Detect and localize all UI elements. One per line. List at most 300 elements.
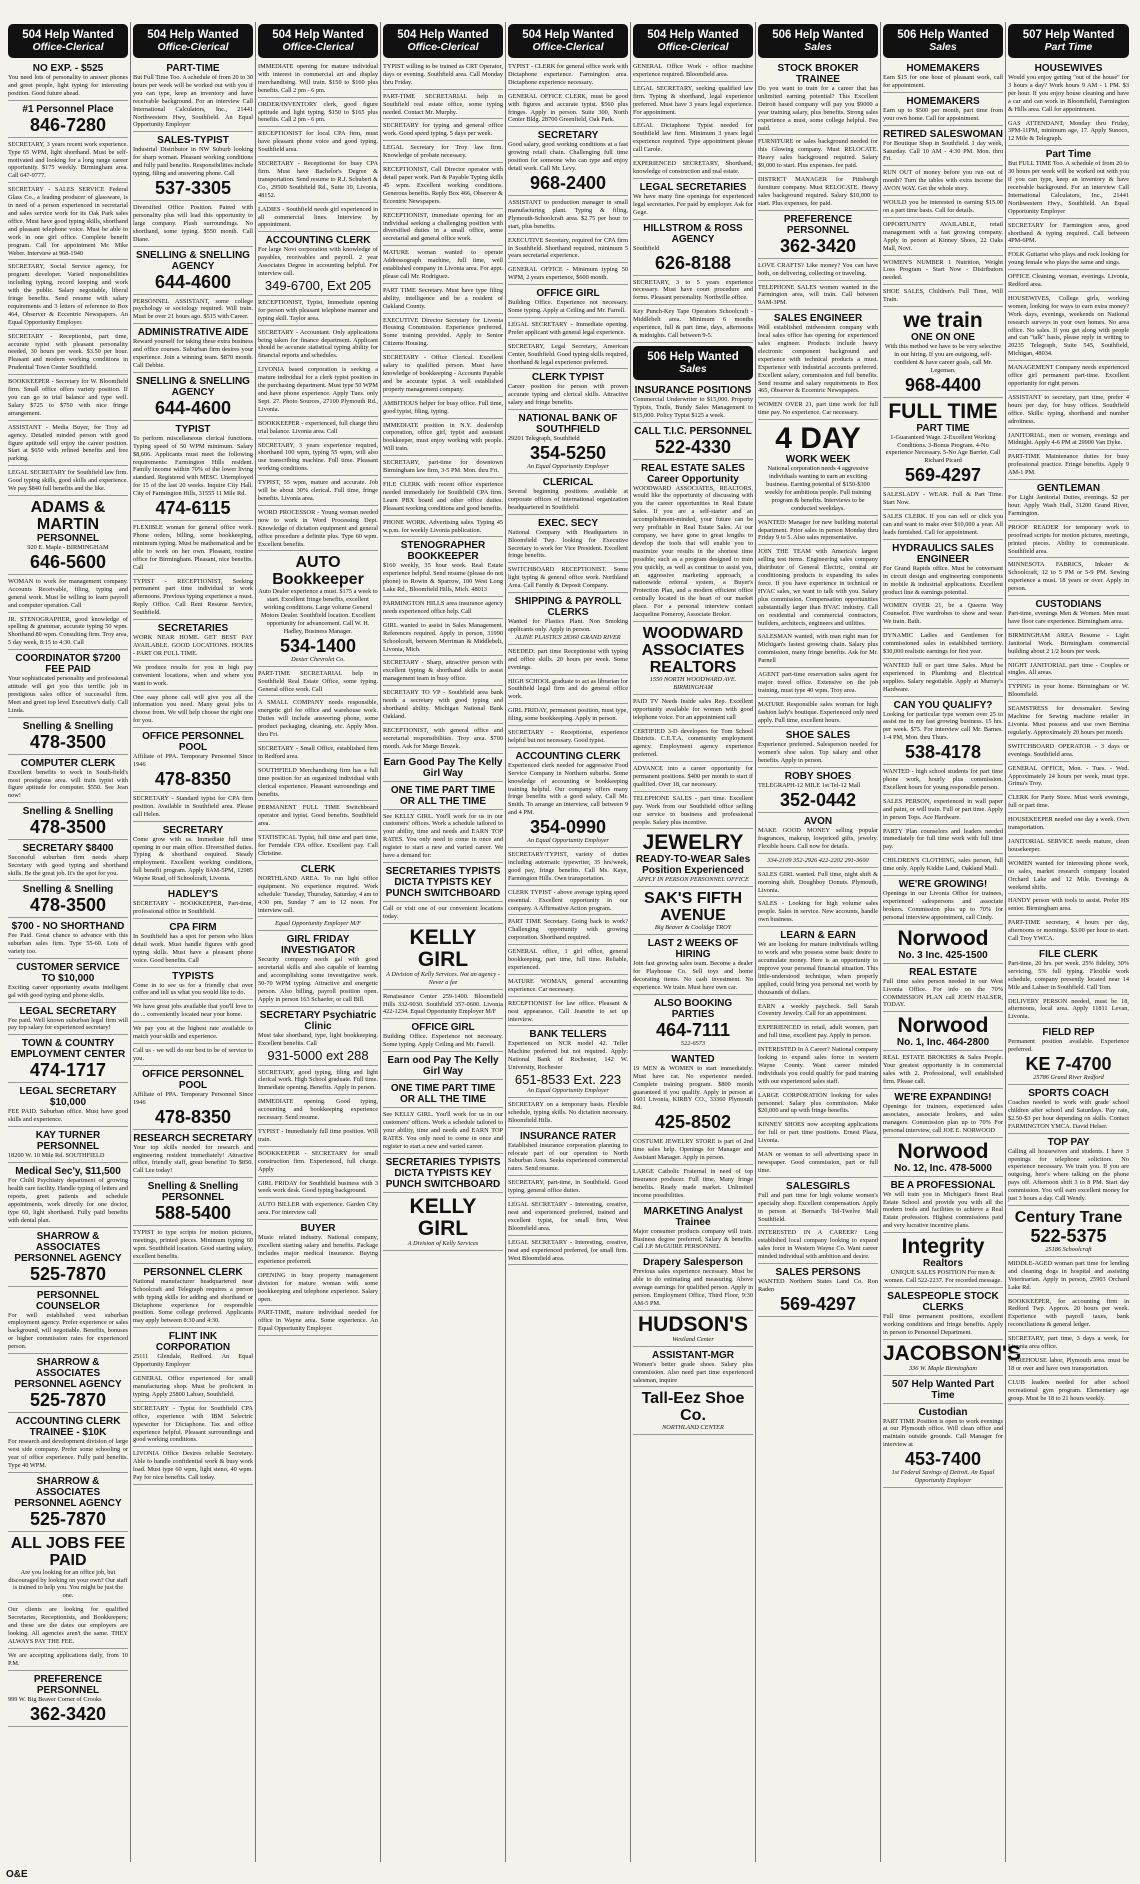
ad-heading: Earn ood Pay The Kelly Girl Way: [387, 1055, 499, 1078]
ad-body-text: SALESLADY - WEAR. Full & Part Time. Start Now.: [883, 491, 1003, 507]
classified-ad: [883, 96, 1003, 126]
ad-phone-number: 354-5250: [529, 443, 607, 464]
ad-body-text: WOODWARD ASSOCIATES, REALTORS, would like the opportunity of discussing with you the career opportunities in Real Estate Sales. If you are a self-starter and an accomplishment-minded, your future can be very profitable in Real Estate Sales. At our company, we have gone to great lengths to develop the tools that will enable you to maximize your results in the shortest time possible; such as a program designed to train you quickly, as well as continue to assist you, an aggressive marketing approach, a nationwide referral system, a Buyer's Protection Plan, and a modern efficient office centrally located in the heart of our market place. For a personal interview contact Jacqueline Pomeroy, Associate Broker.: [633, 484, 753, 619]
classified-ad: [883, 879, 1003, 925]
classified-ad: [508, 948, 628, 975]
ad-body-text: Diversified Office Position. Paired with personality plus will lead this opportunity to large company. Plush surroundings. No shorthand, some typing. $550 month. Call Diane.: [133, 203, 253, 243]
ad-display-heading: JEWELRY: [642, 831, 744, 855]
classified-ad: [1008, 295, 1129, 361]
classified-ad: [8, 333, 128, 376]
classified-ad: [883, 928, 1003, 964]
classified-ad: [758, 1121, 878, 1148]
ad-body-text: WANTED full or part time Sales. Must be experienced in Plumbing and Electrical supplies. Salary negotiable. Apply at Murray's Hardware.: [883, 661, 1003, 693]
classified-ad: [133, 578, 253, 621]
classified-column: [131, 22, 256, 1862]
ad-phone-number: 478-8350: [154, 768, 232, 789]
ad-heading: SECRETARY: [162, 824, 224, 836]
classified-ad: [508, 851, 628, 886]
classified-ad: [1008, 561, 1129, 596]
classified-ad: [258, 299, 378, 326]
classified-ad: [758, 871, 878, 898]
classified-column: [881, 22, 1022, 1862]
classified-ad: [8, 1086, 128, 1127]
ad-heading: SECRETARIES: [157, 623, 229, 635]
ad-body-text: LEGAL SECRETARY - Interesting, creative, neat and experienced preferred, for small firm. West Bloomfield area.: [508, 1238, 628, 1262]
classified-ad: [758, 633, 878, 668]
ad-body-text: Full time permanent positions, excellent working conditions and fringe benefits. Apply in person to Personnel Department.: [883, 1312, 1003, 1336]
ad-body-text: INTERESTED In A Career? National company looking to expand sales force in western Wayne County. Want career minded individuals you could qualify for paid training with our experienced sales staff.: [758, 1046, 878, 1085]
classified-ad: [758, 423, 878, 515]
classified-ad: [258, 554, 378, 666]
ad-body-text: FURNITURE or sales background needed for this Glowing company. Must RELOCATE. Heavy sales background required. Salary $9,000 to start. Plus expenses. fee paid.: [758, 138, 878, 170]
classified-ad: [133, 135, 253, 201]
classified-column: [1006, 22, 1131, 1862]
ad-body-text: SECRETARY, good typing, filing and light clerical work. High School graduate. Full time. Immediate opening. Benefits. Apply in person.: [258, 1068, 378, 1092]
classified-ad: [8, 962, 128, 1003]
classified-ad: [383, 481, 503, 516]
classified-ad: [633, 998, 753, 1051]
ad-body-text: PART-TIME secretary, 4 hours per day, afternoons or mornings. $3.00 per hour to start. Call Troy YWCA.: [1008, 919, 1129, 943]
classified-ad: [883, 1092, 1003, 1138]
classified-ad: [633, 625, 753, 695]
ad-body-text: HOUSEKEEPER needed one day a week. Own transportation.: [1008, 816, 1129, 832]
ad-heading: OFFICE PERSONNEL POOL: [142, 731, 244, 754]
ad-body-text: Are you looking for an office job, but discouraged by looking on your own? Our staff is trained to help you. You might be just the one.: [8, 1568, 128, 1600]
ad-body-text: SECRETARY, Social Service agency, for program developer. Varied responsibilities including typing, record keeping and work with the public. Salary negotiable, liberal fringe benefits. Send resume with salary requirements and 3 letters of reference to Box 464, Observer & Eccentric Newspapers. An Equal Opportunity Employer.: [8, 263, 128, 326]
ad-body-text: CHILDREN'S CLOTHING, sales person, full time only. Apply Kiddie Land, Oakland Mall.: [883, 857, 1003, 873]
classified-ad: [258, 1223, 378, 1269]
ad-body-text: For Grand Rapids office. Must be conversant in circuit design and engineering components in mobile & industrial applications. Excellent product line & earnings potential.: [883, 564, 1003, 596]
ad-footnote: An Equal Opportunity Employer: [526, 1087, 610, 1095]
classified-ad: [758, 1092, 878, 1119]
classified-ad: [883, 602, 1003, 629]
ad-body-text: WANTED: Manager for new building material department. Prior sales in person Monday thru Friday 9 to 5. Also sales representative.: [758, 518, 878, 542]
classified-ad: [758, 671, 878, 698]
classified-ad: [258, 206, 378, 233]
ad-body-text: LEGAL Dictaphone Typist needed for Southfield law firm. Minimum 3 years legal experience required. Type appointment please call Carole.: [633, 122, 753, 154]
ad-heading: SPORTS COACH: [1028, 1088, 1109, 1099]
classified-ad: [633, 463, 753, 622]
ad-body-text: SECRETARY - Sharp, attractive person with excellent typing & shorthand skills to assist management team in busy office.: [383, 659, 503, 683]
ad-body-text: GENERAL OFFICE - Minimum typing 50 WPM, 2 years experience, $600 month.: [508, 266, 628, 282]
classified-ad: [758, 1046, 878, 1089]
ad-body-text: RECEPTIONIST, with general office and secretarial responsibilities. Troy area. $700 month. Ask for Marge Brozek.: [383, 726, 503, 750]
ad-heading: SHARROW & ASSOCIATES PERSONNEL AGENCY: [14, 1357, 122, 1391]
classified-ad: [258, 366, 378, 416]
ad-body-text: We will train you in Michigan's finest Real Estate School and provide you with all the modern tools and facilities to achieve a Real Estate profession. Highest commissions paid and very lucrative incentive plans.: [883, 1190, 1003, 1230]
classified-ad: [1008, 1357, 1129, 1376]
section-header-title: 504 Help Wanted: [397, 29, 489, 41]
section-header: [1008, 24, 1129, 58]
classified-ad: [883, 543, 1003, 600]
classified-ad: [133, 694, 253, 729]
ad-footnote: Equal Opportunity Employer M/F: [275, 920, 361, 928]
classified-ad: [758, 284, 878, 311]
ad-display-heading: KELLY GIRL: [409, 1194, 477, 1240]
ad-body-text: RECEPTIONIST, Call Director operator with detail paper work. Part & Payable Typing skills 45 wpm. Excellent working conditions. Generous benefits. Reply Box 466, Observer & Eccentric Newspapers.: [383, 166, 503, 205]
ad-heading: ROBY SHOES: [784, 771, 852, 783]
ad-heading: SALES-TYPIST: [157, 135, 229, 147]
classified-ad: [133, 1405, 253, 1448]
ad-body-text: ASSISTANT to production manager in small manufacturing plant. Typing & filing, Plymouth-Schoolcraft area. $2.75 per hour to start, plus benefits.: [508, 198, 628, 230]
ad-heading: LEGAL SECRETARIES: [639, 181, 747, 193]
ad-heading: COMPUTER CLERK: [20, 757, 116, 769]
ad-body-text: RUN OUT of money before you run out of month? Turn the tables with extra income the AVON WAY. Get the whole story.: [883, 169, 1003, 193]
classified-ad: [383, 354, 503, 397]
classified-ad: [758, 816, 878, 854]
classified-ad: [758, 138, 878, 173]
ad-body-text: AMBITIOUS helper for busy office. Full time, good typist, filing, typing.: [383, 399, 503, 415]
classified-ad: [383, 166, 503, 209]
ad-body-text: DELIVERY PERSON needed, must be 18, afternoons, local area. Apply 11811 Levan, Livonia.: [1008, 997, 1129, 1021]
ad-body-text: We are looking for mature individuals willing to work and who possess some basic desire to accumulate money. Here is an opportunity to improve your personal financial situation. This little-understood technique, when properly applied, could bring you personal net worth by thousands of dollars.: [758, 941, 878, 996]
classified-ad: [1008, 794, 1129, 813]
ad-body-text: RECEPTIONIST for local CPA firm, must have pleasant phone voice and good typing. Southfield area.: [258, 130, 378, 154]
ad-heading: INSURANCE RATER: [520, 1130, 616, 1142]
classified-ad: [258, 420, 378, 439]
section-header: [633, 346, 753, 380]
classified-ad: [508, 413, 628, 474]
classified-ad: [133, 731, 253, 792]
ad-body-text: ASSISTANT - Media Buyer, for Troy ad agency. Detailed minded person with good figure aptitude will enjoy the career position. Start at $650 with refined benefits and free parking.: [8, 423, 128, 463]
classified-ad: [883, 513, 1003, 540]
classified-ad: [508, 63, 628, 90]
ad-phone-number: 354-0990: [529, 817, 607, 838]
classified-ad: [383, 144, 503, 163]
classified-ad: [133, 922, 253, 968]
classified-ad: [258, 699, 378, 742]
ad-body-text: With this method we have to be very selective in our hiring. If you are outgoing, self-confident & have career goals, call Mr. Legeman.: [884, 343, 1002, 374]
ad-phone-number: 646-5600: [29, 551, 107, 572]
ad-body-text: SECRETARY - Standard typist for CPA firm position. Available in Southfield area. Please call Helen.: [133, 794, 253, 818]
ad-heading: FIELD REP: [1042, 1027, 1095, 1039]
ad-body-text: Women's better grade shoes. Salary plus commission. Also need part time experienced salesman, inquire: [633, 1360, 753, 1384]
ad-body-text: Come in to see us for a friendly chat over coffee and tell us what you would like to do.: [133, 981, 253, 997]
classified-ad: [883, 700, 1003, 766]
classified-ad: [1008, 743, 1129, 762]
ad-display-heading: Tall-Eez Shoe Co.: [641, 1390, 745, 1425]
ad-phone-number: 651-8533 Ext. 223: [514, 1072, 622, 1088]
ad-body-text: ADVANCE into a career opportunity for permanent positions. $400 per month to start if qualified. Over 18, car necessary.: [633, 765, 753, 788]
classified-ad: [8, 63, 128, 101]
ad-heading: NATIONAL BANK OF SOUTHFIELD: [518, 413, 618, 436]
ad-body-text: KINNEY SHOES now accepting applications for full or part time positions. Ernest Plaza, Livonia.: [758, 1121, 878, 1145]
ad-body-text: CLERK for Party Store. Must work evenings, full or part time.: [1008, 794, 1129, 810]
classified-ad: [133, 524, 253, 574]
classified-column: [256, 22, 381, 1862]
ad-body-text: SECRETARY, 3 years recent work experience. Type 65 WPM, light shorthand. Must be self-motivated and looking for a long range career opportunity. $175 weekly. Birmingham area. Call 647-9777.: [8, 140, 128, 180]
ad-phone-number: 522-4330: [654, 436, 732, 457]
classified-ad: [8, 653, 128, 718]
ad-body-text: NEEDED: part time Receptionist with typing and office skills. 20 hours per week. Some evenings.: [508, 647, 628, 671]
classified-column: [756, 22, 881, 1862]
section-header-title: 504 Help Wanted: [647, 29, 739, 41]
ad-body-text: 29201 Telegraph, Southfield: [508, 435, 580, 443]
ad-heading: REAL ESTATE SALES Career Opportunity: [641, 462, 745, 485]
classified-ad: [258, 1150, 378, 1177]
ad-body-text: WOMAN to work for management company. Accounts Receivable, filing, typing and general work. Must be willing to learn payroll and computer operation. Call: [8, 577, 128, 609]
ad-body-text: PART-TIME, mature individual needed for office in Wayne area. Some experience. An Equal Opportunity Employer.: [258, 1309, 378, 1333]
ad-heading: PERSONNEL: [36, 532, 100, 544]
classified-ad: [508, 93, 628, 128]
classified-ad: [1008, 63, 1129, 117]
classified-ad: [633, 1350, 753, 1388]
classified-ad: [1008, 432, 1129, 451]
classified-ad: [133, 1133, 253, 1179]
classified-ad: [258, 767, 378, 802]
ad-body-text: SECRETARY, part-time for downtown Birmingham law firm, 3-5 PM. Mon. thru Fri.: [383, 459, 503, 475]
ad-heading: Snelling & Snelling PERSONNEL: [147, 1181, 239, 1204]
section-header: [883, 24, 1003, 58]
ad-heading: ADMINISTRATIVE AIDE: [137, 327, 249, 339]
ad-body-text: MATURE woman wanted to operate Addressograph machine, full time, well established company in Livonia area. For appt. please call Mr. Rodriguez.: [383, 249, 503, 280]
ad-body-text: EARN a weekly paycheck. Sell Sarah Coventry Jewelry. Call for an appointment.: [758, 1002, 878, 1018]
ad-body-text: We produce results for you in high pay convenient locations, when and where you want to work.: [133, 663, 253, 687]
classified-ad: [508, 978, 628, 997]
ad-body-text: WOULD you be interested in earning $15.00 on a part time basis. Call for details.: [883, 199, 1003, 214]
ad-body-text: SOUTHFIELD Merchandising firm has a full time position for an organized individual with clerical experience. Pleasant surroundings and benefits.: [258, 766, 378, 798]
classified-ad: [8, 1674, 128, 1727]
classified-ad: [1008, 632, 1129, 659]
ad-body-text: We are accepting applications daily, from 10 P.M.: [8, 1651, 128, 1667]
ad-body-text: GIRL FRIDAY, permanent position, must type, filing, some bookkeeping. Apply in person.: [508, 707, 628, 723]
ad-body-text: STATISTICAL Typist, full time and part time, for Ferndale CPA office. Excellent pay. Call Christine.: [258, 834, 378, 857]
ad-body-text: WORK NEAR HOME. GET BEST PAY AVAILABLE. GOOD LOCATIONS. HOURS - PART OR FULL TIME.: [133, 634, 253, 657]
ad-heading: Custodian: [918, 1406, 968, 1418]
ad-heading: INSURANCE POSITIONS: [634, 384, 752, 396]
ad-heading: READY-TO-WEAR Sales Position Experienced: [635, 854, 751, 877]
classified-ad: [8, 263, 128, 329]
ad-body-text: MATURE WOMAN, general accounting experience. Car necessary.: [508, 977, 628, 993]
classified-ad: [508, 889, 628, 916]
ad-heading: PART TIME: [916, 422, 970, 434]
ad-body-text: SECRETARY - Receptionist, part time, accurate typist with pleasant personality needed, 30 hours per week. $3.50 per hour. Pleasant and modern working conditions in Prudential Town Center Southfield.: [8, 332, 128, 372]
ad-body-text: SECRETARY - SALES SERVICE Federal Glass Co., a leading producer of glassware, is in need of a person experienced in secretarial and sales service work for its Oak Park sales office. Must have good typing skills, shorthand and pleasant telephone voice. Must be able to work in one girl office. Complete benefit program. Call for appointment Mr. Mike Weber. Interview at 968-1940: [8, 186, 128, 257]
ad-body-text: PART TIME Position is open to work evenings at our Plymouth office. Will clean office and maintain outside grounds. Call Manager for interview at: [883, 1417, 1003, 1449]
ad-heading: #1 Personnel Place: [22, 103, 114, 115]
classified-ad: [258, 1201, 378, 1220]
classified-column: [6, 22, 131, 1862]
section-header-subtitle: Part Time: [1044, 41, 1093, 53]
ad-heading: SECRETARIES TYPISTS DICTA TYPISTS KEY PUNCH SWITCHBOARD: [385, 1156, 501, 1190]
classified-ad: [1008, 251, 1129, 270]
classified-ad: [883, 491, 1003, 510]
classified-ad: [383, 1083, 503, 1108]
classified-ad: [758, 857, 878, 868]
ad-body-text: LARGE Catholic Fraternal in need of top insurance producer. Full time. Many fringe benefits. Ready made market. Unlimited income possibilities.: [633, 1167, 753, 1199]
classified-ad: [383, 93, 503, 120]
ad-body-text: TYPIST - RECEPTIONIST, Seeking permanent part time individual to work afternoons. Previous typing experience a must. Reply Office. Call Rent Resume Service, Southfield.: [133, 577, 253, 617]
classified-ad: [883, 199, 1003, 218]
classified-ad: [508, 1239, 628, 1266]
ad-body-text: IMMEDIATE position in N.Y. dealership corporation, office girl, typist and assistant bookkeeper, must enjoy working with people. Will train.: [383, 421, 503, 453]
ad-body-text: WANTED Northern States Land Co. Ron Raden: [758, 1278, 878, 1293]
classified-ad: [883, 798, 1003, 825]
classified-ad: [133, 1003, 253, 1022]
classified-ad: [133, 664, 253, 691]
classified-ad: [8, 616, 128, 651]
classified-ad: [133, 1069, 253, 1130]
ad-body-text: Reward yourself for taking these extra business and office courses. Suburban firm desires your experience. Join a winning team. $870 month. Call Debbie.: [133, 338, 253, 369]
ad-phone-number: 464-7111: [655, 1019, 731, 1040]
classified-ad: [258, 160, 378, 203]
classified-ad: [633, 1257, 753, 1311]
ad-body-text: PERSONNEL ASSISTANT, some college psychology or sociology required. Will train. Must be over 21 hours ago. $515 with Career.: [133, 297, 253, 321]
classified-ad: [633, 385, 753, 423]
ad-body-text: For research and development division of large west side company. Prefer some schooling or year of office experience. Fully paid benefits. Type 40 WPM.: [8, 1438, 128, 1469]
classified-ad: [633, 728, 753, 763]
ad-heading: No. 3 Inc. 425-1500: [898, 949, 988, 961]
ad-body-text: MINNESOTA FABRICS, Inkster & Schoolcraft, 12 to 5 PM or 5-9 PM. Sewing experience a must. 18 years or over. Apply in person.: [1008, 561, 1129, 593]
classified-ad: [883, 828, 1003, 855]
section-header-title: 506 Help Wanted: [772, 29, 864, 41]
ad-body-text: A SMALL COMPANY needs responsible, energetic girl for office and warehouse work. Duties will include answering phone, some product packaging, cleaning, etc. Apply Mon. thru Fri.: [258, 699, 378, 739]
ad-heading: WE'RE GROWING!: [898, 879, 988, 891]
ad-heading: BANK TELLERS: [529, 1029, 607, 1041]
classified-ad: [133, 1450, 253, 1485]
classified-ad: [758, 63, 878, 135]
ad-body-text: PART TIME Secretary. Must have type filing ability, intelligence and be a resident of Oakland County.: [383, 286, 503, 310]
classified-ad: [258, 63, 378, 98]
classified-ad: [1008, 662, 1129, 681]
classified-ad: [508, 372, 628, 410]
ad-body-text: But Full Time Too. A schedule of from 20 to 30 hours per week will be worked out with you if you can type, keep an inventory and have receivable background. For an interview Call International Calculators, Inc., 21441 Northwestern Hwy, Southfield. An Equal Opportunity Employer: [133, 74, 253, 129]
ad-heading: SECRETARY $8400: [22, 843, 114, 855]
classified-ad: [8, 1535, 128, 1604]
section-header-subtitle: Office-Clerical: [532, 41, 604, 53]
ad-phone-number: 644-4600: [154, 271, 232, 292]
ad-body-text: ASSISTANT to secretary, part time, prefer 4 hours per day, for busy offices. Southfield office. Skills: typing, shorthand and number adroitness.: [1008, 393, 1129, 425]
ad-body-text: AUTO BILLER with experience. Garden City area. For interview call: [258, 1201, 378, 1217]
ad-display-heading: Century Trane: [1014, 1208, 1123, 1226]
classified-ad: [133, 623, 253, 661]
classified-ad: [1008, 394, 1129, 429]
section-header-title: 504 Help Wanted: [522, 29, 614, 41]
classified-ad: [1008, 1260, 1129, 1295]
ad-heading: SHARROW & ASSOCIATES PERSONNEL AGENCY: [14, 1230, 122, 1264]
ad-phone-number: 474-6115: [155, 498, 231, 519]
classified-ad: [133, 1025, 253, 1044]
ad-body-text: In Southfield has a spot for person who likes detail work. Must handle figures with good typing skills. Must have a pleasant phone voice. Good benefits. Call: [133, 932, 253, 964]
ad-body-text: SECRETARY - Small Office, established firm in Redford area.: [258, 745, 378, 760]
ad-body-text: TYPIST - CLERK for general office work with Dictaphone experience. Farmington area. Dictaphone experience necessary.: [508, 63, 628, 86]
ad-footnote: 25786 Grand River Redford: [1033, 1074, 1104, 1082]
ad-phone-number: 588-5400: [154, 1203, 232, 1224]
classified-ad: [133, 1047, 253, 1066]
ad-display-heading: KELLY GIRL: [409, 925, 477, 971]
ad-body-text: Building Office. Experience not necessary. Some typing. Apply at Ceiling and Mr. Farrell.: [508, 299, 628, 315]
section-header: [258, 24, 378, 58]
ad-heading: OFFICE PERSONNEL POOL: [142, 1068, 244, 1091]
ad-heading: STOCK BROKER TRAINEE: [777, 63, 859, 85]
ad-body-text: FLEXIBLE woman for general office work. Phone orders, billing, some bookkeeping, minimum typing. Must be mathematical and be able to work on her own. Pleasant, routine office for Birmingham. Pleasant, nice benefits. Call: [133, 524, 253, 571]
classified-ad: [8, 884, 128, 918]
ad-body-text: See KELLY GIRL. You'll work for us in our customers' offices. Work a schedule tailored to your ability, time and needs and EARN TOP RATES. You only need to come in once and register to start a new and varied career.: [383, 1111, 503, 1150]
ad-body-text: RECEPTIONIST for law office. Pleasant & neat appearance. Call Jeanette to set up interview.: [508, 999, 628, 1023]
ad-heading: Realtors: [922, 1258, 963, 1270]
ad-body-text: Auto Dealer experience a must. $175 a week to start. Excellent fringe benefits, excellent working conditions. Large volume General Motors Dealer. Southfield location. Excellent opportunity for advancement. Call W. H. Hadley, Business Manager.: [258, 588, 378, 635]
classified-ad: [758, 1151, 878, 1178]
ad-body-text: National manufacturer headquartered near Schoolcraft and Telegraph requires a person with typing skills for adding and shorthand or Dictaphone experience for responsible position. Some college preferred. Applicants may apply between 8:30 and 4:30.: [133, 1277, 253, 1325]
ad-display-heading: ADAMS & MARTIN: [30, 498, 106, 533]
classified-ad: [383, 400, 503, 419]
ad-phone-number: 478-3500: [29, 817, 107, 838]
ad-body-text: Established insurance corporation planning to relocate part of our operation to North Suburban Area. Seeks experienced commercial raters. Send resume.: [508, 1141, 628, 1173]
ad-body-text: We have great jobs available that you'll love to do ... conveniently located near your home.: [133, 1003, 253, 1019]
ad-body-text: Major consumer products company will train. Business degree preferred. Salary & benefits. Call J.P. McGUIRE PERSONNEL: [633, 1227, 753, 1251]
ad-body-text: HANDY person with tools to assist. Prefer HS senior. Birmingham area.: [1008, 897, 1129, 913]
ad-body-text: Experienced on NCR model 42. Teller Machine preferred but not required. Apply: National Bank of Rochester, 142 W. University, Rochester: [508, 1040, 628, 1072]
ad-body-text: Full and part time for high volume women's specialty shop. Excellent compensation. Apply in person at Bernard's Tel-Twelve Mall Southfield.: [758, 1191, 878, 1223]
classified-ad: [258, 1098, 378, 1125]
ad-body-text: Do you want to train for a career that has unlimited earning potential? This Excellent Detroit based company will pay you $9000 a year training salary, plus benefits. Strong sales experience a must, some college helpful. Fee paid.: [758, 85, 878, 132]
ad-display-heading: Norwood: [897, 926, 989, 950]
ad-body-text: Affiliate of PPA. Temporary Personnel Since 1946: [133, 1090, 253, 1106]
ad-body-text: GENERAL Office experienced for small manufacturing shop. Must be proficient in typing. Apply 25800 Lahser, Southfield.: [133, 1375, 253, 1398]
ad-heading: Snelling & Snelling: [22, 884, 114, 895]
classified-ad: [383, 727, 503, 754]
ad-body-text: PAID TV Needs Inside sales Rep. Excellent opportunity available for women with good telephone voice. For an appointment call: [633, 697, 753, 721]
ad-body-text: SALESMAN wanted, with man right man for Michigan's fastest growing chain. Salary plus commission, many fringe benefits. Ask for Mr. Parnell: [758, 633, 878, 665]
ad-footnote: 1st Federal Savings of Detroit. An Equal Opportunity Employer: [891, 1469, 995, 1485]
classified-ad: [133, 1229, 253, 1264]
classified-ad: [258, 920, 378, 931]
classified-ad: [1008, 1027, 1129, 1085]
ad-footnote: ALINE PLASTICS 28360 GRAND RIVER: [515, 633, 621, 641]
ad-heading: Part Time: [1045, 149, 1092, 161]
ad-body-text: Openings for trainees, experienced sales associates, associate brokers, and sales managers. Commission plan up to 70% For personal interview, call JOE E. NORWOOD: [883, 1102, 1003, 1134]
ad-body-text: PARTY Plan counselors and leaders needed immediately for full time work with full time pay.: [883, 827, 1003, 851]
ad-body-text: BOOKKEEPER, for accounting firm in Redford Twp. Approx. 20 hours per week. Experience with payroll taxes, bank reconciliations & general ledger.: [1008, 1297, 1129, 1329]
ad-heading: LEARN & EARN: [780, 930, 856, 942]
ad-body-text: DISTRICT MANAGER for Pittsburgh furniture company. Must RELOCATE. Heavy sales background required. Salary $10,000 to start. Plus expenses, fee paid.: [758, 176, 878, 207]
section-header: [133, 24, 253, 58]
ad-body-text: Previous sales experience necessary. Must be able to do estimating and measuring. Above average earnings for qualified person. Apply in person. Employment Office, Third Floor, 9:30 AM-5 PM.: [633, 1268, 753, 1307]
ad-body-text: $160 weekly, 35 hour week. Real Estate experience helpful. Send resume (please do not phone) to Rowin & Sparrow, 100 West Long Lake Rd., Bloomfield Hills, Mich. 48013: [383, 562, 503, 594]
ad-body-text: PART TIME Secretary. Going back to work? Challenging opportunity with growing corporation. Shorthand required.: [508, 918, 628, 942]
classified-ad: [1008, 1088, 1129, 1134]
ad-heading: RESEARCH SECRETARY: [133, 1132, 253, 1144]
ad-body-text: SECRETARY TO VP - Southfield area bank needs a secretary with good typing and shorthand ability. Michigan National Bank Oakland.: [383, 689, 503, 720]
ad-body-text: MIDDLE-AGED woman part time for lending and cleaning dogs in hospital and assisting Veterinarian. Apply in person, 25903 Orchard Lake Rd.: [1008, 1259, 1129, 1291]
classified-columns: [6, 22, 1134, 1862]
ad-phone-number: 362-3420: [779, 235, 857, 256]
ad-heading: STENOGRAPHER BOOKKEEPER: [400, 540, 486, 563]
ad-display-heading: ALL JOBS FEE PAID: [10, 1534, 126, 1569]
classified-ad: [883, 1379, 1003, 1404]
section-header: [758, 24, 878, 58]
ad-body-text: Experienced clerk needed for aggressive Food Service Company in Northern suburbs. Some knowledge of accounting or bookkeeping training helpful. Our company offers many fringe benefits with a good salary. Call Mr. Smith. To arrange an interview, call between 9 and 4 PM.: [508, 761, 628, 817]
ad-body-text: For Boutique Shop in Southfield. 1 day week, Saturday. Call 10 AM - 4:30 PM. Mon. thru Fri.: [883, 139, 1003, 163]
classified-ad: [508, 266, 628, 285]
ad-body-text: 19 MEN & WOMEN to start immediately. Must have car. No experience needed. Complete training program. $800 month guaranteed if you qualify. Apply in person at 1601 Livonia, KIRBY CO., 33360 Plymouth Rd.: [633, 1064, 753, 1112]
ad-body-text: INTERESTED IN A CAREER? Long established local company looking to expand sales force in Western Wayne Co. Want career minded individual with ambition and desire.: [758, 1229, 878, 1261]
classified-column: [506, 22, 631, 1862]
ad-body-text: Industrial Distributor in NW Suburb looking for sharp woman. Pleasant working conditions and fully paid benefits. Responsibilities include typing, filing and answering phone. Call: [133, 146, 253, 178]
section-header-title: 504 Help Wanted: [147, 29, 239, 41]
ad-phone-number: 478-3500: [29, 895, 107, 915]
classified-ad: [383, 757, 503, 782]
classified-ad: [133, 971, 253, 1001]
ad-body-text: NORTHLAND AREA. To run light office equipment. No experience required. Work schedule: Tuesday, Thursday, Saturday, 4 am to 4:30 pm, Sunday 7 am to 12 noon. For interview call.: [258, 874, 378, 914]
ad-body-text: Join fast growing sales team. Become a dealer for Playhouse Co. Sell toys and home decorating items. No cash investment. No experience. We train. Must have own car.: [633, 960, 753, 991]
classified-ad: [8, 1652, 128, 1671]
ad-phone-number: 425-8502: [654, 1112, 732, 1133]
ad-display-heading: JACOBSON'S: [883, 1341, 1022, 1365]
classified-ad: [1008, 453, 1129, 480]
classified-ad: [1008, 1209, 1129, 1257]
ad-body-text: Call or visit one of our convenient locations today.: [383, 904, 503, 920]
